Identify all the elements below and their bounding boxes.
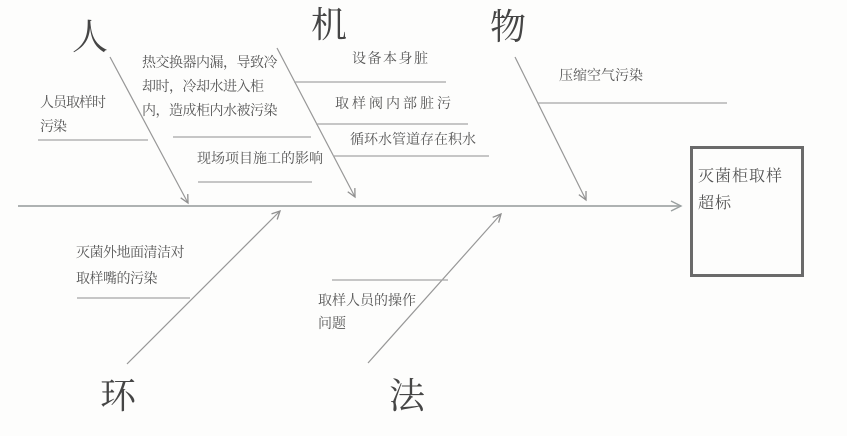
cause-pipe-standing-water bbox=[350, 131, 476, 151]
cause-line: 取样人员的操作 bbox=[318, 294, 416, 309]
cause-person-sampling bbox=[40, 92, 105, 140]
cause-line: 现场项目施工的影响 bbox=[197, 152, 323, 167]
cause-line: 内，造成柜内水被污染 bbox=[142, 104, 277, 119]
category-label-environment: 环 bbox=[100, 376, 137, 416]
cause-heat-exchanger bbox=[142, 52, 277, 124]
effect-box bbox=[690, 146, 804, 277]
cause-line: 问题 bbox=[318, 317, 346, 332]
cause-line: 热交换器内漏，导致冷 bbox=[142, 56, 277, 71]
effect-line: 超标 bbox=[698, 195, 733, 212]
effect-line: 灭菌柜取样 bbox=[698, 168, 784, 185]
cause-line: 人员取样时 bbox=[40, 96, 105, 111]
cause-valve-dirty bbox=[335, 95, 454, 115]
category-label-machine: 机 bbox=[311, 5, 348, 45]
cause-line: 取样阀内部脏污 bbox=[335, 97, 454, 112]
cause-compressed-air bbox=[559, 67, 643, 87]
cause-line: 却时，冷却水进入柜 bbox=[142, 80, 264, 95]
category-label-person: 人 bbox=[72, 17, 109, 57]
category-label-method: 法 bbox=[389, 376, 426, 416]
cause-line: 灭菌外地面清洁对 bbox=[76, 246, 184, 261]
cause-line: 取样嘴的污染 bbox=[76, 272, 157, 287]
cause-line: 压缩空气污染 bbox=[559, 69, 643, 84]
cause-site-construction bbox=[197, 150, 323, 170]
category-label-material: 物 bbox=[490, 7, 527, 47]
method-branch-arrow bbox=[368, 214, 501, 363]
cause-operator-issue bbox=[318, 290, 416, 336]
cause-line: 循环水管道存在积水 bbox=[350, 133, 476, 148]
cause-equipment-dirty bbox=[352, 50, 430, 70]
cause-line: 污染 bbox=[40, 120, 66, 135]
cause-floor-cleaning bbox=[76, 241, 184, 293]
cause-line: 设备本身脏 bbox=[352, 52, 430, 67]
machine-branch-arrow bbox=[277, 48, 355, 197]
